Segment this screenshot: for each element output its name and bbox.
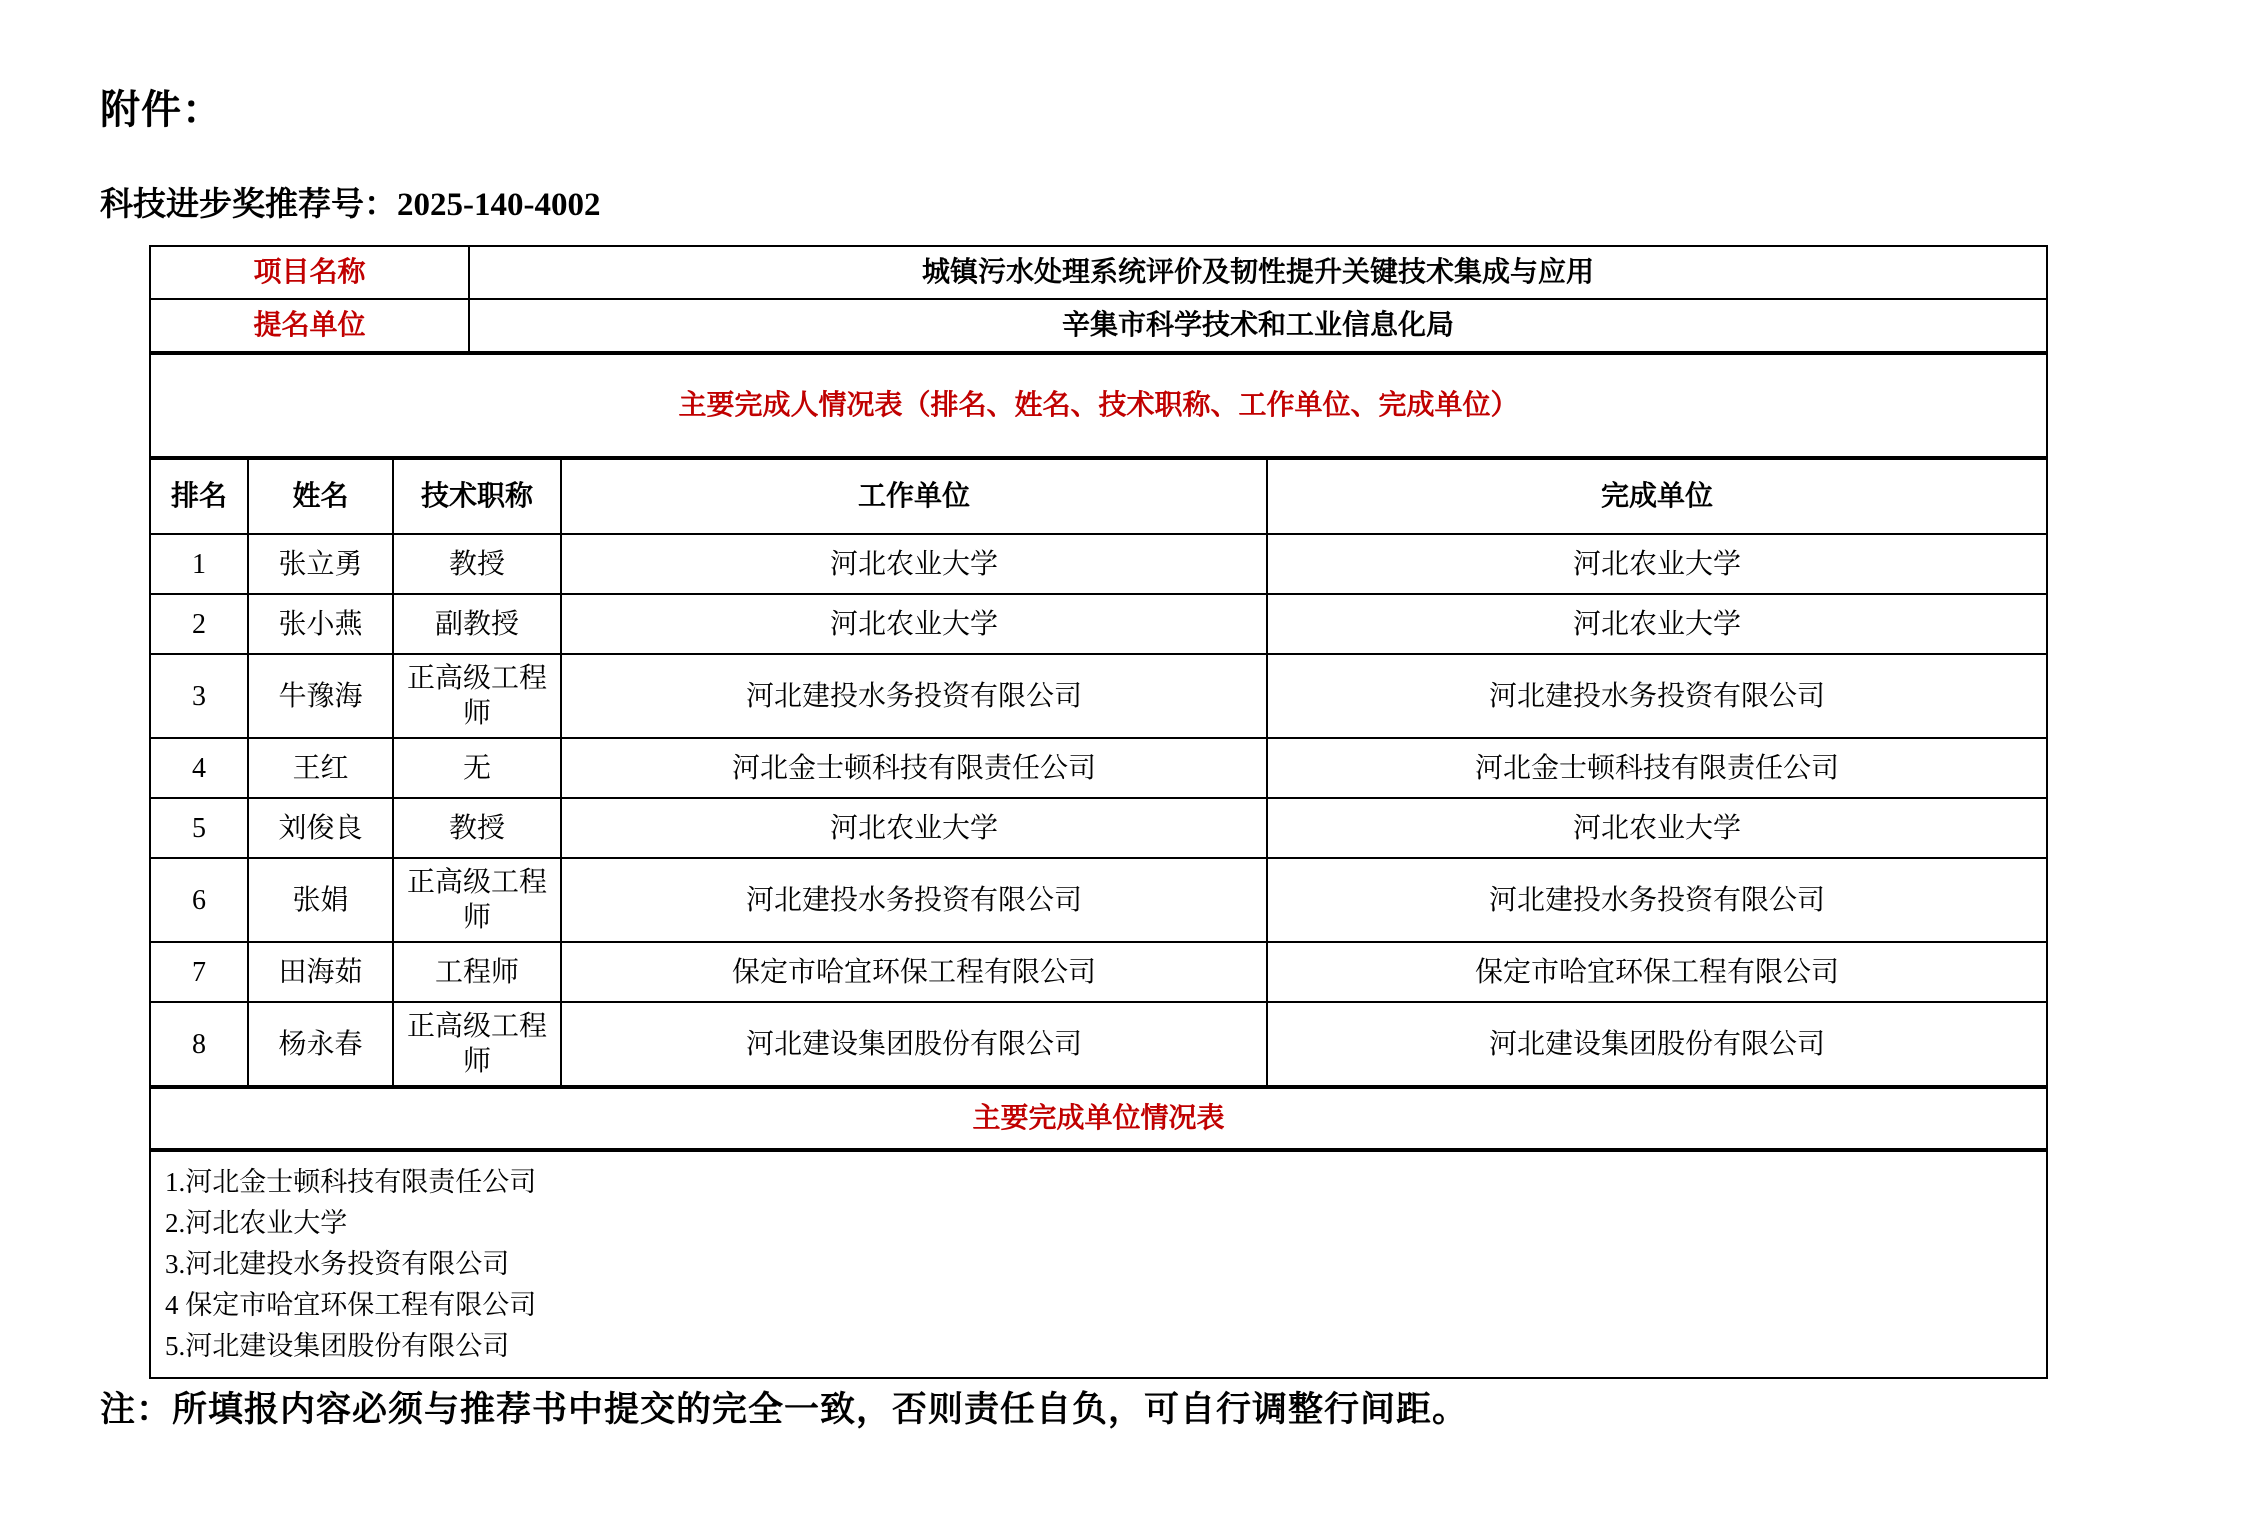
table-row — [150, 1002, 2047, 1086]
list-item: 3.河北建投水务投资有限公司 — [165, 1249, 510, 1279]
cell-completion-unit: 河北农业大学 — [1267, 594, 2047, 654]
cell-name: 王红 — [248, 738, 393, 798]
nominator-row — [150, 299, 2047, 352]
cell-completion-unit: 河北金士顿科技有限责任公司 — [1267, 738, 2047, 798]
cell-title: 无 — [393, 738, 561, 798]
cell-rank: 4 — [150, 738, 248, 798]
table-row — [150, 654, 2047, 738]
cell-work-unit: 河北农业大学 — [561, 534, 1267, 594]
cell-name: 张娟 — [248, 858, 393, 942]
cell-work-unit: 河北农业大学 — [561, 594, 1267, 654]
cell-completion-unit: 河北农业大学 — [1267, 534, 2047, 594]
header-rank: 排名 — [150, 459, 248, 534]
cell-work-unit: 保定市哈宜环保工程有限公司 — [561, 942, 1267, 1002]
table-row — [150, 942, 2047, 1002]
cell-completion-unit: 河北建投水务投资有限公司 — [1267, 858, 2047, 942]
list-item: 1.河北金士顿科技有限责任公司 — [165, 1167, 537, 1197]
cell-rank: 2 — [150, 594, 248, 654]
cell-title: 教授 — [393, 534, 561, 594]
list-item: 4 保定市哈宜环保工程有限公司 — [165, 1290, 537, 1320]
completers-banner-table — [149, 353, 2048, 458]
cell-name: 田海茹 — [248, 942, 393, 1002]
header-title: 技术职称 — [393, 459, 561, 534]
cell-rank: 8 — [150, 1002, 248, 1086]
completers-header-row — [150, 459, 2047, 534]
table-row — [150, 594, 2047, 654]
cell-name: 牛豫海 — [248, 654, 393, 738]
cell-rank: 5 — [150, 798, 248, 858]
recommendation-number-line — [100, 178, 600, 225]
completers-table — [149, 458, 2048, 1087]
list-item: 5.河北建设集团股份有限公司 — [165, 1331, 510, 1361]
cell-name: 张立勇 — [248, 534, 393, 594]
completers-banner: 主要完成人情况表（排名、姓名、技术职称、工作单位、完成单位） — [150, 354, 2047, 457]
project-name-row — [150, 246, 2047, 299]
cell-title: 正高级工程师 — [393, 858, 561, 942]
cell-work-unit: 河北建投水务投资有限公司 — [561, 654, 1267, 738]
cell-work-unit: 河北金士顿科技有限责任公司 — [561, 738, 1267, 798]
cell-rank: 1 — [150, 534, 248, 594]
nominator-value: 辛集市科学技术和工业信息化局 — [469, 299, 2047, 352]
cell-work-unit: 河北建投水务投资有限公司 — [561, 858, 1267, 942]
header-completion-unit: 完成单位 — [1267, 459, 2047, 534]
table-row — [150, 798, 2047, 858]
recommendation-number-value: 2025-140-4002 — [397, 187, 601, 223]
cell-completion-unit: 河北建设集团股份有限公司 — [1267, 1002, 2047, 1086]
recommendation-number-label: 科技进步奖推荐号： — [100, 187, 397, 223]
cell-title: 教授 — [393, 798, 561, 858]
table-row — [150, 858, 2047, 942]
list-item: 2.河北农业大学 — [165, 1208, 348, 1238]
cell-work-unit: 河北建设集团股份有限公司 — [561, 1002, 1267, 1086]
units-list-table — [149, 1150, 2048, 1379]
cell-title: 工程师 — [393, 942, 561, 1002]
cell-completion-unit: 河北建投水务投资有限公司 — [1267, 654, 2047, 738]
header-name: 姓名 — [248, 459, 393, 534]
cell-name: 刘俊良 — [248, 798, 393, 858]
cell-completion-unit: 保定市哈宜环保工程有限公司 — [1267, 942, 2047, 1002]
units-banner-table — [149, 1087, 2048, 1150]
cell-rank: 7 — [150, 942, 248, 1002]
table-row — [150, 738, 2047, 798]
cell-name: 杨永春 — [248, 1002, 393, 1086]
cell-rank: 6 — [150, 858, 248, 942]
cell-title: 副教授 — [393, 594, 561, 654]
attachment-label: 附件： — [100, 87, 223, 132]
cell-name: 张小燕 — [248, 594, 393, 654]
cell-title: 正高级工程师 — [393, 1002, 561, 1086]
cell-completion-unit: 河北农业大学 — [1267, 798, 2047, 858]
units-banner: 主要完成单位情况表 — [150, 1088, 2047, 1149]
cell-work-unit: 河北农业大学 — [561, 798, 1267, 858]
nominator-label: 提名单位 — [150, 299, 469, 352]
header-work-unit: 工作单位 — [561, 459, 1267, 534]
units-list — [150, 1151, 2047, 1378]
table-row — [150, 534, 2047, 594]
project-name-value: 城镇污水处理系统评价及韧性提升关键技术集成与应用 — [469, 246, 2047, 299]
project-name-label: 项目名称 — [150, 246, 469, 299]
footer-note: 注：所填报内容必须与推荐书中提交的完全一致，否则责任自负，可自行调整行间距。 — [100, 1390, 1469, 1429]
cell-rank: 3 — [150, 654, 248, 738]
cell-title: 正高级工程师 — [393, 654, 561, 738]
award-form-table — [149, 245, 2048, 1379]
project-info-table — [149, 245, 2048, 353]
